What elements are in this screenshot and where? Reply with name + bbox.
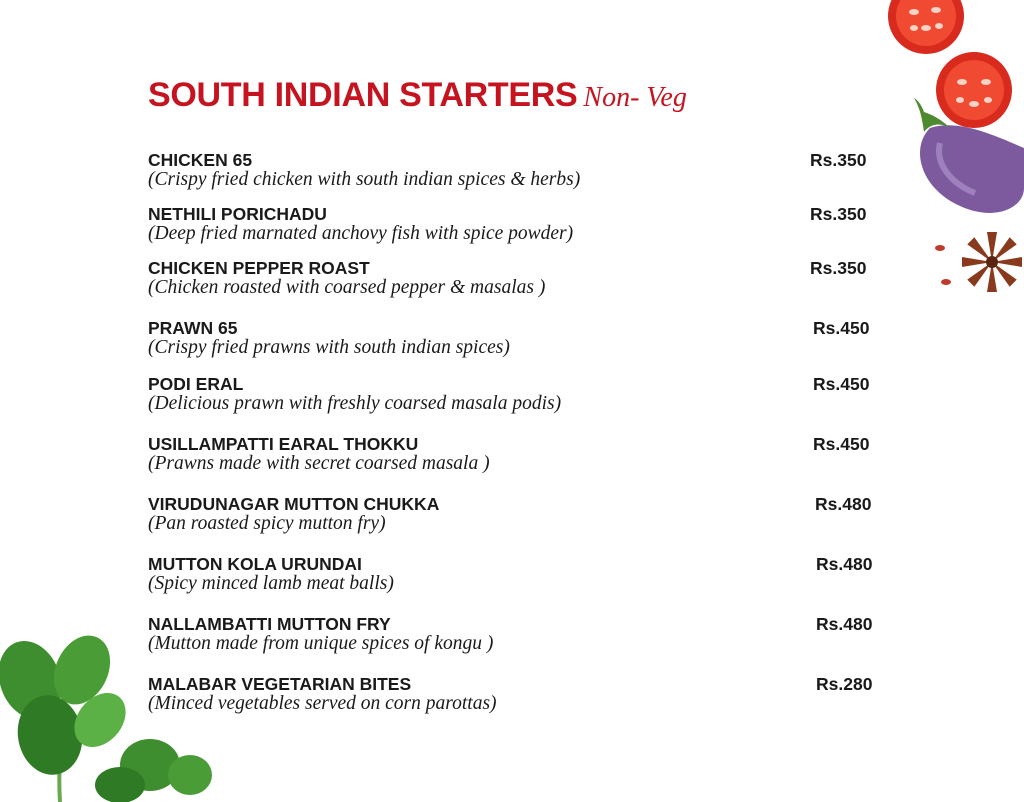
item-name: PRAWN 65 — [148, 318, 238, 338]
menu-item — [148, 494, 888, 534]
menu-item — [148, 318, 888, 358]
menu-item — [148, 258, 888, 298]
item-name: PODI ERAL — [148, 374, 244, 394]
item-price: Rs.450 — [813, 318, 870, 338]
item-price: Rs.350 — [810, 258, 867, 278]
item-price: Rs.480 — [815, 494, 872, 514]
section-subtitle: Non- Veg — [583, 82, 687, 113]
item-description: (Crispy fried chicken with south indian spices & herbs) — [148, 169, 581, 190]
eggplant-icon — [900, 88, 1024, 228]
star-anise-icon — [962, 226, 1022, 298]
item-name: NETHILI PORICHADU — [148, 204, 327, 224]
menu-item — [148, 204, 888, 244]
item-name: NALLAMBATTI MUTTON FRY — [148, 614, 391, 634]
item-price: Rs.350 — [810, 150, 867, 170]
page-title — [148, 76, 687, 115]
section-title: SOUTH INDIAN STARTERS — [148, 76, 578, 114]
item-description: (Deep fried marnated anchovy fish with spice powder) — [148, 223, 574, 244]
menu-item — [148, 554, 888, 594]
item-description: (Crispy fried prawns with south indian spices) — [148, 337, 510, 358]
item-name: USILLAMPATTI EARAL THOKKU — [148, 434, 419, 454]
item-name: VIRUDUNAGAR MUTTON CHUKKA — [148, 494, 440, 514]
item-price: Rs.480 — [816, 614, 873, 634]
menu-item — [148, 614, 888, 654]
item-description: (Minced vegetables served on corn parottas) — [148, 693, 497, 714]
item-price: Rs.450 — [813, 374, 870, 394]
item-price: Rs.280 — [816, 674, 873, 694]
item-price: Rs.350 — [810, 204, 867, 224]
item-description: (Mutton made from unique spices of kongu ) — [148, 633, 494, 654]
item-name: CHICKEN PEPPER ROAST — [148, 258, 370, 278]
menu-item — [148, 434, 888, 474]
pepper-seed-icon — [930, 240, 954, 290]
menu-item — [148, 150, 888, 190]
item-price: Rs.480 — [816, 554, 873, 574]
item-name: CHICKEN 65 — [148, 150, 253, 170]
menu-item — [148, 374, 888, 414]
spinach-leaves-icon — [0, 600, 220, 802]
item-price: Rs.450 — [813, 434, 870, 454]
item-name: MALABAR VEGETARIAN BITES — [148, 674, 412, 694]
item-description: (Delicious prawn with freshly coarsed masala podis) — [148, 393, 562, 414]
item-description: (Pan roasted spicy mutton fry) — [148, 513, 386, 534]
item-name: MUTTON KOLA URUNDAI — [148, 554, 362, 574]
item-description: (Prawns made with secret coarsed masala ) — [148, 453, 490, 474]
item-description: (Spicy minced lamb meat balls) — [148, 573, 394, 594]
menu-item — [148, 674, 888, 714]
item-description: (Chicken roasted with coarsed pepper & masalas ) — [148, 277, 546, 298]
